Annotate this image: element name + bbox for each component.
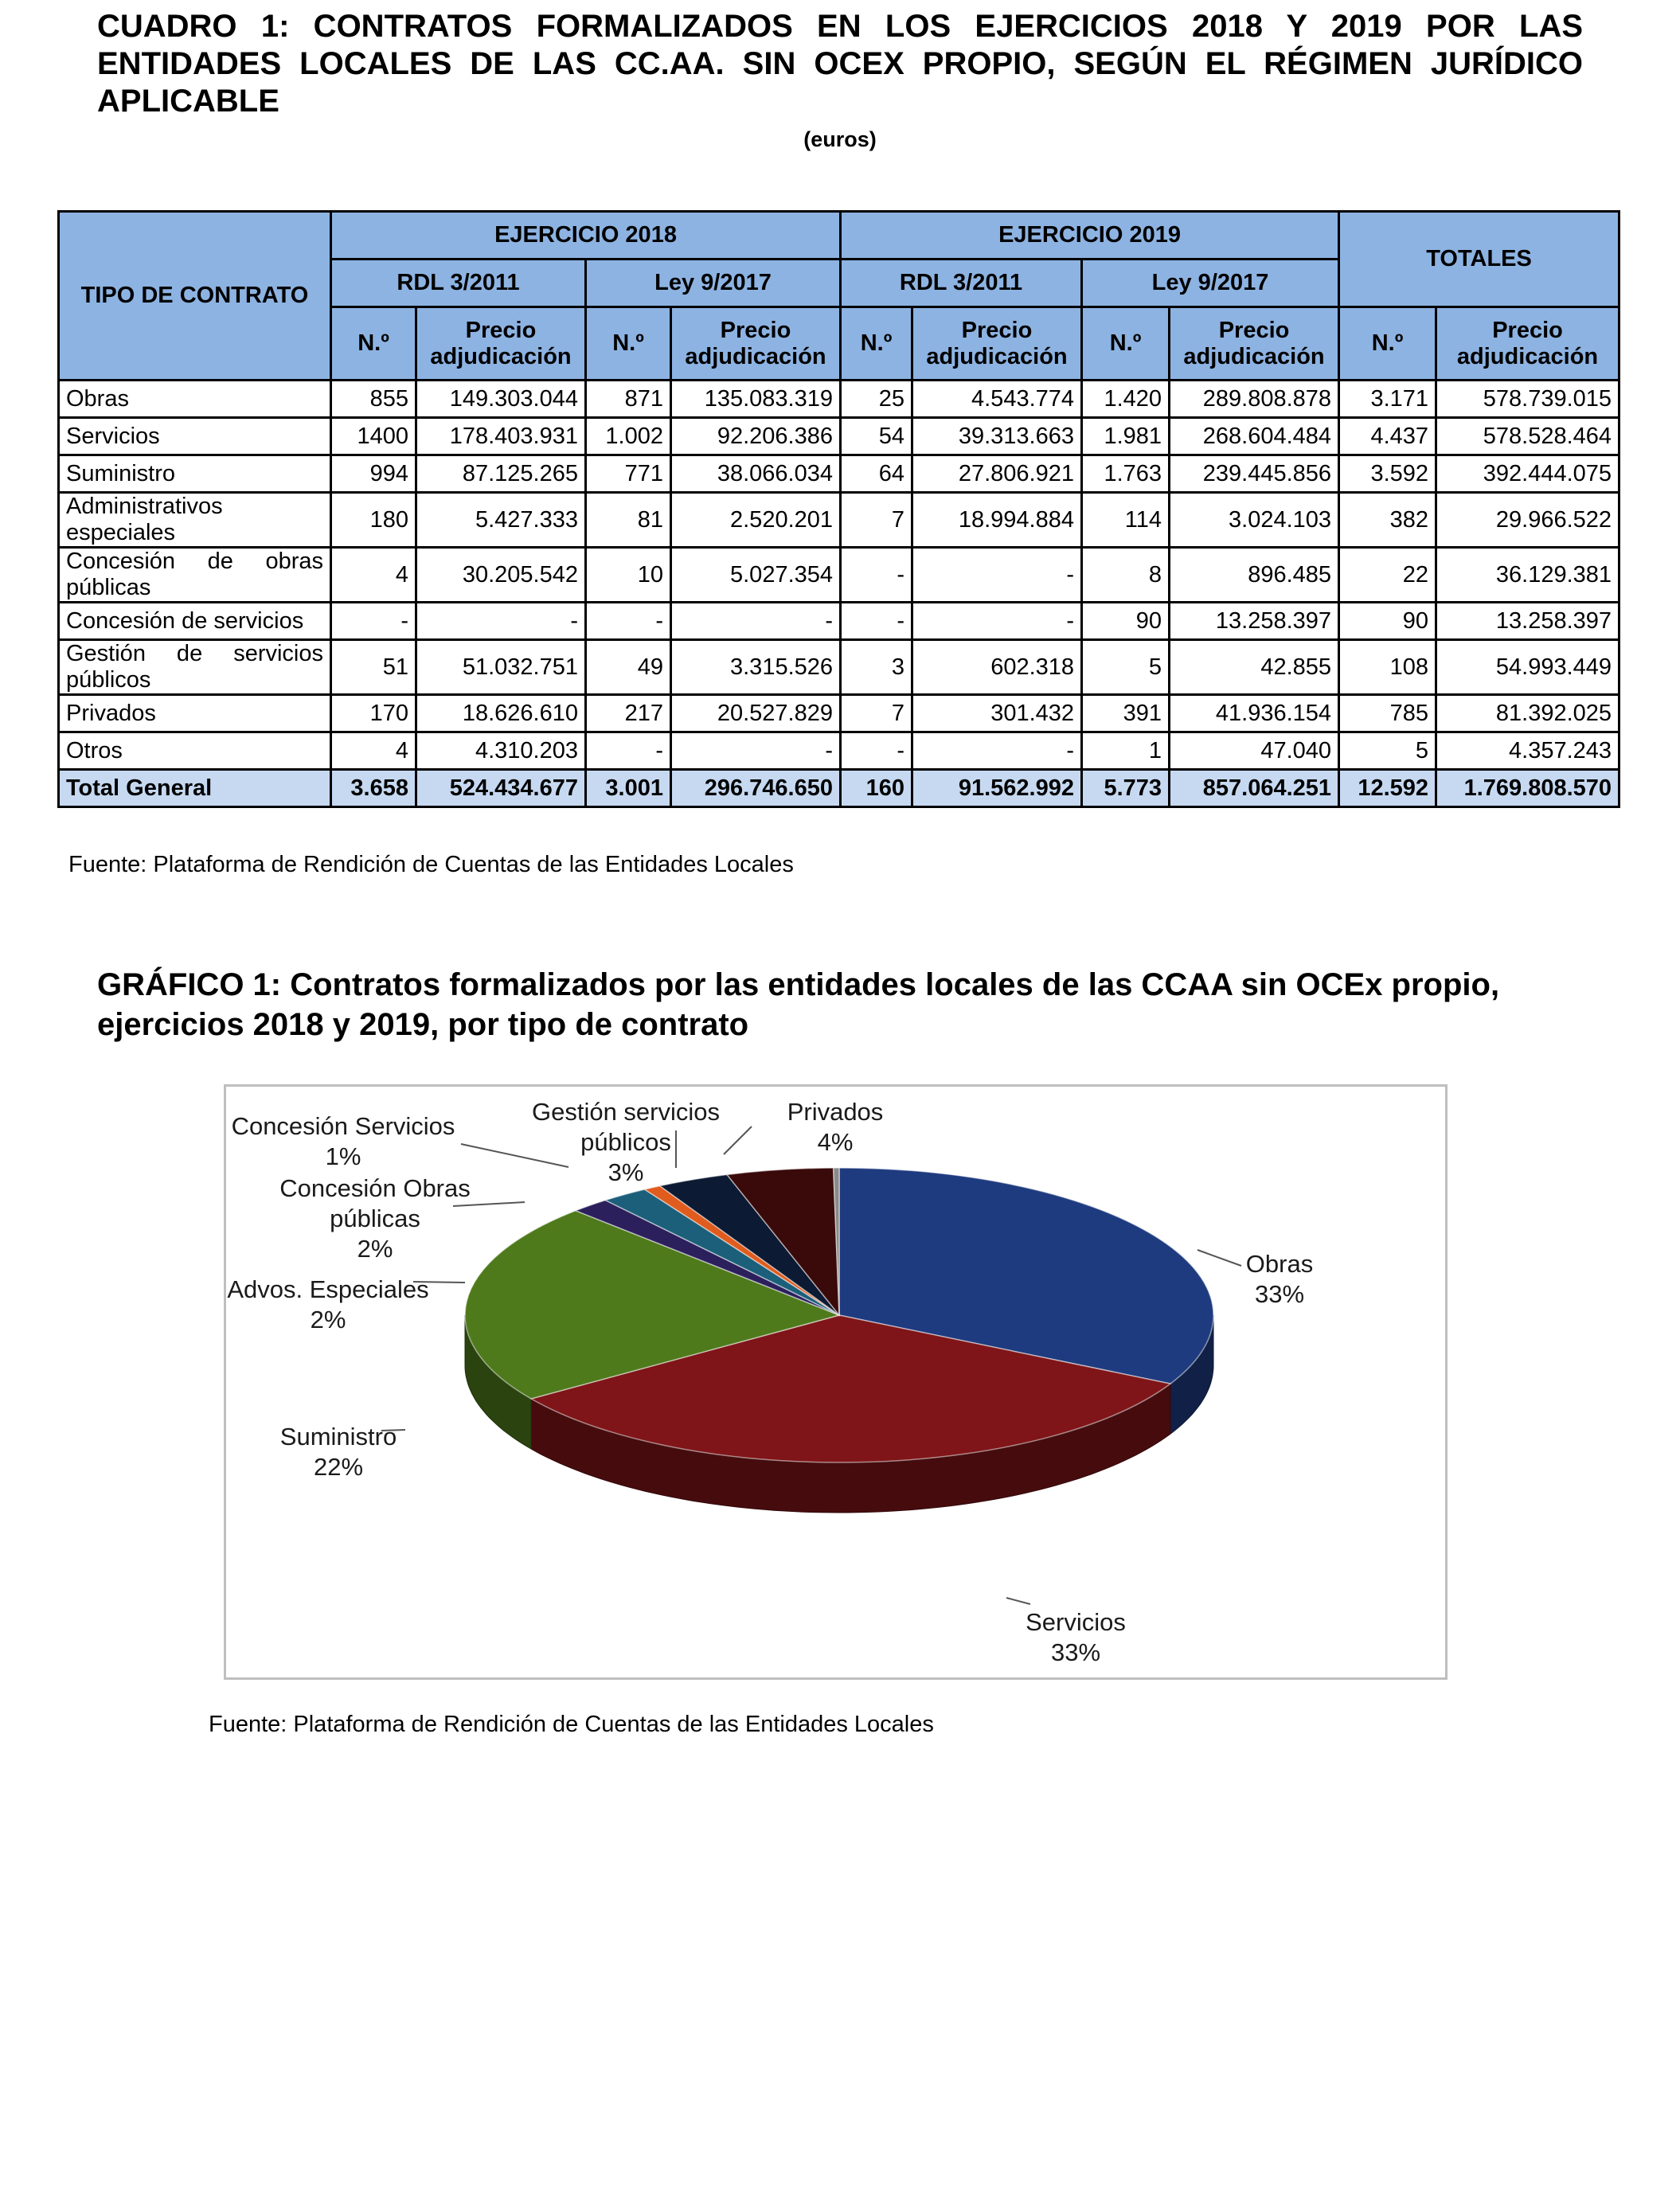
table-cell: 3.315.526 xyxy=(671,640,841,695)
table-cell: 92.206.386 xyxy=(671,418,841,455)
table-cell: 81 xyxy=(586,493,671,548)
row-label: Concesión de obras públicas xyxy=(59,548,331,603)
table-row xyxy=(59,548,1619,603)
table-cell: - xyxy=(912,732,1082,770)
table-cell: 39.313.663 xyxy=(912,418,1082,455)
table-cell: 785 xyxy=(1339,695,1436,732)
table-cell: 602.318 xyxy=(912,640,1082,695)
table-cell: 90 xyxy=(1339,603,1436,640)
units-label: (euros) xyxy=(803,127,877,151)
table-cell: 10 xyxy=(586,548,671,603)
table-cell: 160 xyxy=(841,770,912,807)
header-ejercicio-2018: EJERCICIO 2018 xyxy=(331,212,841,260)
table-cell: 36.129.381 xyxy=(1436,548,1619,603)
table-cell: 1.420 xyxy=(1082,381,1170,418)
table-cell: 3.001 xyxy=(586,770,671,807)
table-body xyxy=(59,381,1619,807)
table-cell: 12.592 xyxy=(1339,770,1436,807)
table-cell: 1.002 xyxy=(586,418,671,455)
row-label: Servicios xyxy=(59,418,331,455)
table-cell: 871 xyxy=(586,381,671,418)
table-cell: 47.040 xyxy=(1170,732,1339,770)
header-precio: Precio adjudicación xyxy=(1436,307,1619,381)
table-cell: 857.064.251 xyxy=(1170,770,1339,807)
table-cell: 87.125.265 xyxy=(416,455,586,493)
table-cell: 170 xyxy=(331,695,416,732)
row-label: Concesión de servicios xyxy=(59,603,331,640)
table-cell: 18.626.610 xyxy=(416,695,586,732)
leader-line xyxy=(724,1126,752,1154)
header-2018-rdl: RDL 3/2011 xyxy=(331,260,586,307)
table-cell: 5.773 xyxy=(1082,770,1170,807)
leader-line xyxy=(1197,1250,1241,1266)
chart-title: GRÁFICO 1: Contratos formalizados por las entidades locales de las CCAA sin OCEx propio, ejercicios 2018 y 2019, por tipo de contrato xyxy=(97,967,1500,1042)
table-cell: 289.808.878 xyxy=(1170,381,1339,418)
header-num: N.º xyxy=(586,307,671,381)
table-cell: 25 xyxy=(841,381,912,418)
table-cell: - xyxy=(912,603,1082,640)
header-num: N.º xyxy=(841,307,912,381)
table-cell: 578.739.015 xyxy=(1436,381,1619,418)
table-cell: 3.658 xyxy=(331,770,416,807)
table-cell: 391 xyxy=(1082,695,1170,732)
table-source: Fuente: Plataforma de Rendición de Cuentas de las Entidades Locales xyxy=(68,852,794,877)
header-tipo-contrato: TIPO DE CONTRATO xyxy=(59,212,331,381)
table-cell: 5 xyxy=(1339,732,1436,770)
table-cell: 855 xyxy=(331,381,416,418)
table-cell: 239.445.856 xyxy=(1170,455,1339,493)
table-cell: 149.303.044 xyxy=(416,381,586,418)
table-cell: 4.437 xyxy=(1339,418,1436,455)
table-cell: - xyxy=(671,732,841,770)
table-cell: 217 xyxy=(586,695,671,732)
table-row xyxy=(59,770,1619,807)
table-cell: 81.392.025 xyxy=(1436,695,1619,732)
table-cell: 578.528.464 xyxy=(1436,418,1619,455)
table-cell: 1 xyxy=(1082,732,1170,770)
table-cell: 41.936.154 xyxy=(1170,695,1339,732)
table-cell: 296.746.650 xyxy=(671,770,841,807)
table-cell: 3.024.103 xyxy=(1170,493,1339,548)
table-cell: 135.083.319 xyxy=(671,381,841,418)
table-cell: 18.994.884 xyxy=(912,493,1082,548)
header-num: N.º xyxy=(1339,307,1436,381)
table-cell: 2.520.201 xyxy=(671,493,841,548)
table-cell: 38.066.034 xyxy=(671,455,841,493)
table-cell: - xyxy=(912,548,1082,603)
table-cell: 90 xyxy=(1082,603,1170,640)
table-cell: 7 xyxy=(841,493,912,548)
table-cell: 7 xyxy=(841,695,912,732)
table-cell: - xyxy=(841,732,912,770)
table-cell: 3.592 xyxy=(1339,455,1436,493)
slice-label: Concesión Servicios 1% xyxy=(231,1112,455,1170)
row-label: Privados xyxy=(59,695,331,732)
slice-label: Gestión servicios públicos 3% xyxy=(531,1098,721,1186)
table-cell: 994 xyxy=(331,455,416,493)
table-cell: 5 xyxy=(1082,640,1170,695)
header-2019-rdl: RDL 3/2011 xyxy=(841,260,1082,307)
table-cell: 49 xyxy=(586,640,671,695)
table-cell: 382 xyxy=(1339,493,1436,548)
table-cell: 4 xyxy=(331,548,416,603)
table-cell: 268.604.484 xyxy=(1170,418,1339,455)
slice-label: Privados 4% xyxy=(787,1098,884,1156)
slice-label: Concesión Obras públicas 2% xyxy=(279,1174,471,1263)
table-cell: 4.310.203 xyxy=(416,732,586,770)
table-cell: 1.763 xyxy=(1082,455,1170,493)
table-cell: 108 xyxy=(1339,640,1436,695)
table-cell: 29.966.522 xyxy=(1436,493,1619,548)
chart-source: Fuente: Plataforma de Rendición de Cuentas de las Entidades Locales xyxy=(209,1712,934,1737)
table-cell: - xyxy=(586,732,671,770)
table-cell: - xyxy=(416,603,586,640)
table-cell: 3.171 xyxy=(1339,381,1436,418)
header-2018-ley: Ley 9/2017 xyxy=(586,260,841,307)
row-label: Otros xyxy=(59,732,331,770)
table-cell: 4 xyxy=(331,732,416,770)
table-cell: 30.205.542 xyxy=(416,548,586,603)
header-totales: TOTALES xyxy=(1339,212,1619,307)
table-row xyxy=(59,603,1619,640)
table-cell: 5.427.333 xyxy=(416,493,586,548)
row-label: Total General xyxy=(59,770,331,807)
header-precio: Precio adjudicación xyxy=(912,307,1082,381)
leader-line xyxy=(1006,1598,1030,1604)
header-ejercicio-2019: EJERCICIO 2019 xyxy=(841,212,1339,260)
table-row xyxy=(59,455,1619,493)
table-cell: 392.444.075 xyxy=(1436,455,1619,493)
header-num: N.º xyxy=(331,307,416,381)
table-row xyxy=(59,493,1619,548)
table-cell: 51 xyxy=(331,640,416,695)
table-cell: 114 xyxy=(1082,493,1170,548)
table-row xyxy=(59,640,1619,695)
table-cell: 180 xyxy=(331,493,416,548)
table-cell: 20.527.829 xyxy=(671,695,841,732)
table-cell: 8 xyxy=(1082,548,1170,603)
table-header xyxy=(59,212,1619,381)
table-cell: 1.981 xyxy=(1082,418,1170,455)
leader-line xyxy=(453,1202,525,1206)
table-row xyxy=(59,732,1619,770)
table-row xyxy=(59,381,1619,418)
row-label: Gestión de servicios públicos xyxy=(59,640,331,695)
table-row xyxy=(59,695,1619,732)
table-cell: 3 xyxy=(841,640,912,695)
header-num: N.º xyxy=(1082,307,1170,381)
slice-label: Suministro 22% xyxy=(279,1423,397,1481)
table-cell: 64 xyxy=(841,455,912,493)
table-cell: 13.258.397 xyxy=(1170,603,1339,640)
table-cell: 54.993.449 xyxy=(1436,640,1619,695)
row-label: Obras xyxy=(59,381,331,418)
header-precio: Precio adjudicación xyxy=(416,307,586,381)
slice-label: Advos. Especiales 2% xyxy=(227,1275,429,1333)
pie-chart xyxy=(224,1084,1448,1680)
header-precio: Precio adjudicación xyxy=(1170,307,1339,381)
row-label: Suministro xyxy=(59,455,331,493)
table-cell: - xyxy=(671,603,841,640)
table-cell: 1.769.808.570 xyxy=(1436,770,1619,807)
leader-line xyxy=(461,1144,568,1167)
table-cell: 1400 xyxy=(331,418,416,455)
table-cell: - xyxy=(586,603,671,640)
contracts-table xyxy=(57,210,1620,808)
header-precio: Precio adjudicación xyxy=(671,307,841,381)
table-cell: - xyxy=(841,603,912,640)
pie-chart-svg xyxy=(226,1087,1445,1677)
table-cell: 51.032.751 xyxy=(416,640,586,695)
row-label: Administrativos especiales xyxy=(59,493,331,548)
table-cell: 771 xyxy=(586,455,671,493)
table-cell: 524.434.677 xyxy=(416,770,586,807)
table-cell: 91.562.992 xyxy=(912,770,1082,807)
table-cell: 5.027.354 xyxy=(671,548,841,603)
table-cell: 27.806.921 xyxy=(912,455,1082,493)
table-cell: 54 xyxy=(841,418,912,455)
header-2019-ley: Ley 9/2017 xyxy=(1082,260,1339,307)
table-cell: 896.485 xyxy=(1170,548,1339,603)
table-cell: 301.432 xyxy=(912,695,1082,732)
table-cell: 22 xyxy=(1339,548,1436,603)
table-cell: - xyxy=(331,603,416,640)
slice-label: Servicios 33% xyxy=(1026,1608,1126,1666)
table-cell: 178.403.931 xyxy=(416,418,586,455)
table-cell: 4.543.774 xyxy=(912,381,1082,418)
table-row xyxy=(59,418,1619,455)
table-cell: 42.855 xyxy=(1170,640,1339,695)
table-cell: - xyxy=(841,548,912,603)
table-title: CUADRO 1: CONTRATOS FORMALIZADOS EN LOS EJERCICIOS 2018 Y 2019 POR LAS ENTIDADES LOCALES DE LAS CC.AA. SIN OCEX PROPIO, SEGÚN EL RÉGIMEN JURÍDICO APLICABLE xyxy=(97,9,1583,119)
table-cell: 4.357.243 xyxy=(1436,732,1619,770)
slice-label: Obras 33% xyxy=(1245,1250,1314,1308)
table-cell: 13.258.397 xyxy=(1436,603,1619,640)
